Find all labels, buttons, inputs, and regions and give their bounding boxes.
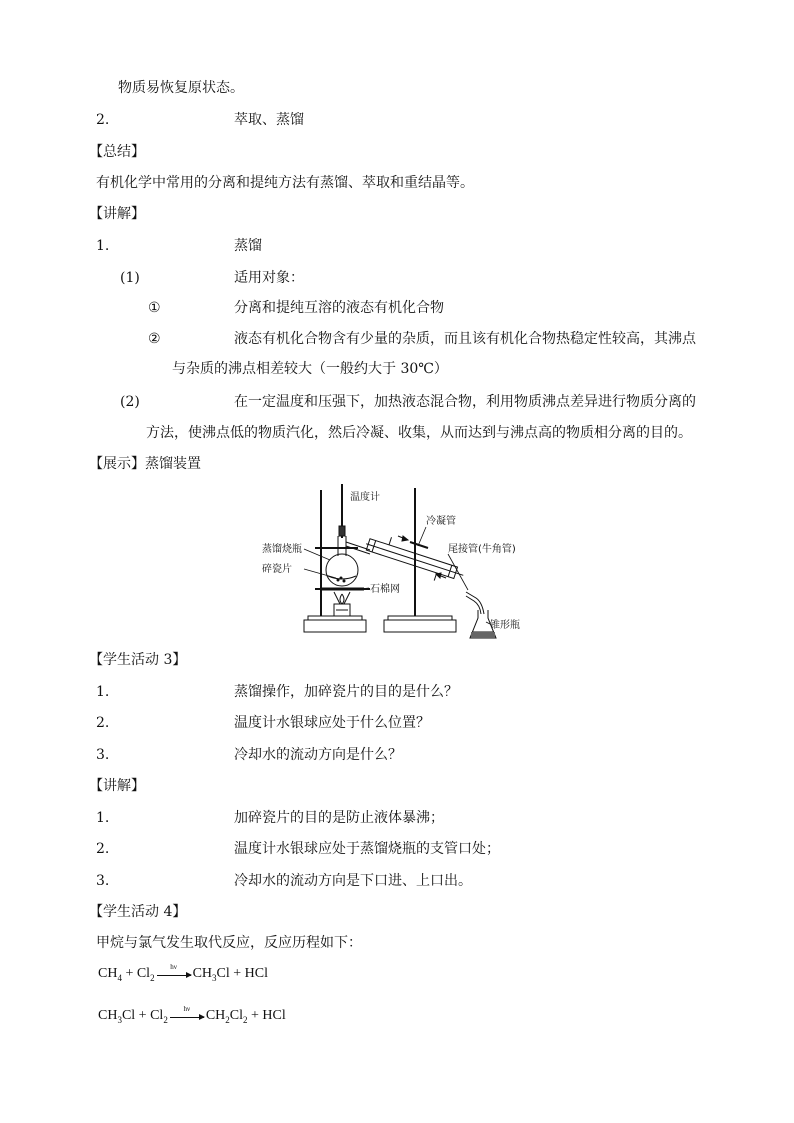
sub-list-text: 适用对象： <box>234 270 304 286</box>
answer-number: 1. <box>96 810 110 826</box>
continued-text-line: 与杂质的沸点相差较大（一般约大于 30℃） <box>172 361 448 377</box>
section-heading-summary: 【总结】 <box>89 144 145 160</box>
label-asbestos-gauze: 石棉网 <box>370 584 400 595</box>
thermometer-stopper <box>339 526 345 536</box>
question-text: 温度计水银球应处于什么位置？ <box>234 715 430 731</box>
label-distillation-flask: 蒸馏烧瓶 <box>262 544 302 555</box>
continued-text-line: 物质易恢复原状态。 <box>118 80 244 96</box>
answer-text: 温度计水银球应处于蒸馏烧瓶的支管口处； <box>234 841 500 857</box>
list-number: 1. <box>96 238 110 254</box>
left-stand-base-top <box>308 616 362 620</box>
list-item-text: 蒸馏 <box>234 238 262 254</box>
list-item-text: 萃取、蒸馏 <box>234 112 304 128</box>
label-erlenmeyer: 锥形瓶 <box>490 620 520 631</box>
circled-number: ② <box>148 331 161 347</box>
flask-bulb <box>326 554 358 586</box>
sub-list-number: (1) <box>120 270 140 286</box>
equation-2: $CH_3Cl + Cl_2$ hν $CH_2Cl_2$ + HCl <box>98 1004 286 1025</box>
equation-1: $CH_4 + Cl_2$ hν $CH_3Cl$ + HCl <box>98 962 268 983</box>
sub-sub-list-text: 分离和提纯互溶的液态有机化合物 <box>234 300 444 316</box>
label-adapter: 尾接管(牛角管) <box>448 544 516 555</box>
list-number: 2. <box>96 112 110 128</box>
right-stand-base-top <box>388 616 452 620</box>
reaction-arrow: hν <box>170 1011 204 1021</box>
section-heading-activity-3: 【学生活动 3】 <box>89 652 187 668</box>
question-text: 冷却水的流动方向是什么？ <box>234 747 402 763</box>
answer-number: 2. <box>96 841 110 857</box>
section-heading-explain-2: 【讲解】 <box>89 778 145 794</box>
adapter-tube <box>466 592 484 614</box>
water-outlet <box>389 537 391 545</box>
question-text: 蒸馏操作，加碎瓷片的目的是什么？ <box>234 684 458 700</box>
summary-paragraph: 有机化学中常用的分离和提纯方法有蒸馏、萃取和重结晶等。 <box>96 175 474 191</box>
sub-list-number: (2) <box>120 394 140 410</box>
label-condenser: 冷凝管 <box>426 516 456 527</box>
section-heading-activity-4: 【学生活动 4】 <box>89 904 187 920</box>
question-number: 1. <box>96 684 110 700</box>
answer-text: 冷却水的流动方向是下口进、上口出。 <box>234 873 472 889</box>
distillation-apparatus-diagram <box>260 482 520 640</box>
question-number: 2. <box>96 715 110 731</box>
section-heading-explain: 【讲解】 <box>89 206 145 222</box>
sub-sub-list-text: 液态有机化合物含有少量的杂质，而且该有机化合物热稳定性较高，其沸点 <box>234 331 696 347</box>
reaction-arrow: hν <box>157 969 191 979</box>
section-heading-show: 【展示】蒸馏装置 <box>89 456 201 472</box>
left-stand-base <box>304 620 366 632</box>
activity-4-intro: 甲烷与氯气发生取代反应，反应历程如下： <box>96 935 362 951</box>
answer-number: 3. <box>96 873 110 889</box>
answer-text: 加碎瓷片的目的是防止液体暴沸； <box>234 810 444 826</box>
sub-list-text: 在一定温度和压强下，加热液态混合物，利用物质沸点差异进行物质分离的 <box>234 394 696 410</box>
flame-inner <box>340 594 344 604</box>
right-stand-base <box>384 620 456 632</box>
continued-text-line: 方法，使沸点低的物质汽化，然后冷凝、收集，从而达到与沸点高的物质相分离的目的。 <box>146 425 692 441</box>
label-thermometer: 温度计 <box>350 492 380 503</box>
label-porcelain-chips: 碎瓷片 <box>262 564 292 575</box>
erlenmeyer-liquid <box>471 632 495 638</box>
question-number: 3. <box>96 747 110 763</box>
burner-flame <box>334 592 350 604</box>
circled-number: ① <box>148 300 161 316</box>
